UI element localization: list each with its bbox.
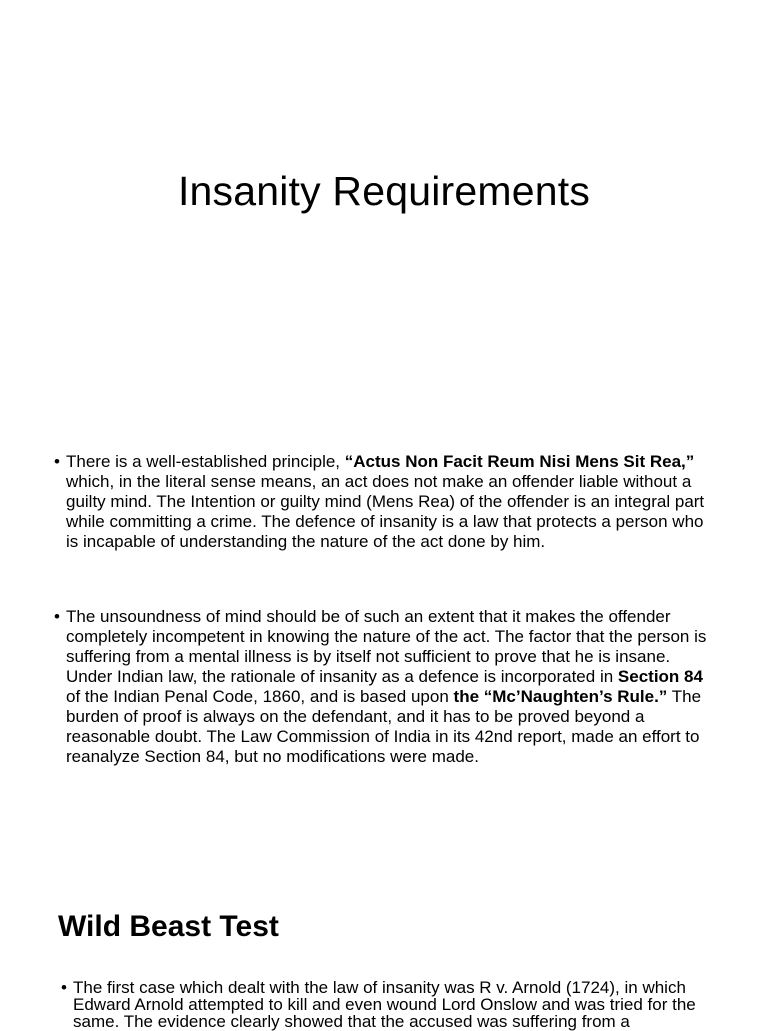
slide-title: Insanity Requirements	[177, 168, 591, 214]
bullet-text-bold: “Actus Non Facit Reum Nisi Mens Sit Rea,”	[344, 452, 695, 471]
bullet-text-post: which, in the literal sense means, an act does not make an offender liable without a guilty mind. The Intention or guilty mind (Mens Rea) of the offender is an integral part while committing a crime. The defence of insanity is a law that protects a person who is incapable of understanding the nature of the act done by him.	[66, 472, 705, 551]
bullet-r-v-arnold	[61, 978, 723, 1031]
bullet-text: The first case which dealt with the law of insanity was R v. Arnold (1724), in which Edward Arnold attempted to kill and even wound Lord Onslow and was tried for the same. The evidence clearly showed that the accused was suffering from a	[73, 978, 696, 1031]
bullet-text-section-84: Section 84	[617, 667, 703, 686]
bullet-dot: •	[61, 978, 67, 997]
bullet-text-mcnaughten-rule: the “Mc’Naughten’s Rule.”	[453, 687, 668, 706]
bullet-dot: •	[54, 452, 60, 471]
bullet-actus-non-facit	[54, 452, 714, 552]
bullet-text-pre: The unsoundness of mind should be of such an extent that it makes the offender completely incompetent in knowing the nature of the act. The factor that the person is suffering from a mental illness is by itself not sufficient to prove that he is insane. Under Indian law, the rationale of insanity as a defence is incorporated in	[66, 607, 707, 686]
bullet-text-mid: of the Indian Penal Code, 1860, and is based upon	[66, 687, 454, 706]
section-heading-wild-beast-test: Wild Beast Test	[58, 910, 279, 943]
bullet-text-pre: There is a well-established principle,	[66, 452, 345, 471]
bullet-dot: •	[54, 607, 60, 626]
bullet-text-post: The burden of proof is always on the defendant, and it has to be proved beyond a reasonable doubt. The Law Commission of India in its 42nd report, made an effort to reanalyze Section 84, but no modifications were made.	[66, 687, 702, 766]
bullet-unsoundness-of-mind	[54, 607, 716, 767]
